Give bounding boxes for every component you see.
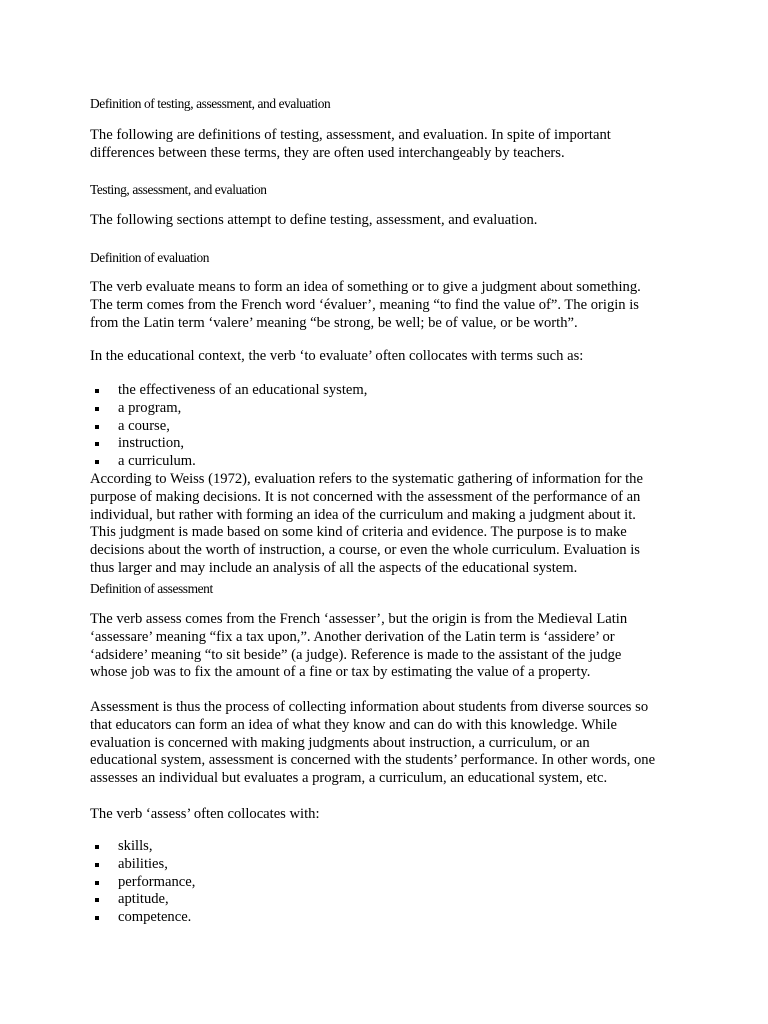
paragraph-line: According to Weiss (1972), evaluation refers to the systematic gathering of information for the	[90, 471, 643, 487]
list-item	[90, 909, 195, 927]
square-bullet-icon	[95, 845, 99, 849]
intro-paragraph	[90, 127, 690, 163]
list-item	[90, 838, 195, 856]
list-item-text: a curriculum.	[118, 453, 196, 470]
section-heading-assessment: Definition of assessment	[90, 581, 213, 596]
paragraph-line: thus larger and may include an analysis of all the aspects of the educational system.	[90, 559, 578, 576]
list-item-text: aptitude,	[118, 891, 169, 908]
list-item-text: instruction,	[118, 435, 185, 452]
section-heading-evaluation: Definition of evaluation	[90, 250, 210, 265]
list-item-text: a course,	[118, 417, 170, 434]
paragraph-line: This judgment is made based on some kind of criteria and evidence. The purpose is to make	[90, 524, 627, 541]
square-bullet-icon	[95, 460, 99, 464]
list-item-text: abilities,	[118, 855, 168, 872]
paragraph-line: Assessment is thus the process of collecting information about students from diverse sources so	[90, 699, 649, 715]
paragraph-line: ‘adsidere’ meaning “to sit beside” (a judge). Reference is made to the assistant of the judge	[90, 646, 622, 663]
square-bullet-icon	[95, 898, 99, 902]
list-item-text: a program,	[118, 399, 182, 416]
paragraph-line: whose job was to fix the amount of a fine or tax by estimating the value of a property.	[90, 664, 591, 681]
evaluation-paragraph-1	[90, 279, 690, 332]
assessment-paragraph-3: The verb ‘assess’ often collocates with:	[90, 806, 320, 822]
assessment-paragraph-2	[90, 699, 690, 788]
paragraph-line: that educators can form an idea of what they know and can do with this knowledge. While	[90, 716, 617, 733]
testing-paragraph: The following sections attempt to define testing, assessment, and evaluation.	[90, 212, 538, 228]
list-item	[90, 382, 367, 400]
square-bullet-icon	[95, 425, 99, 429]
list-item	[90, 418, 367, 436]
paragraph-line: The term comes from the French word ‘évaluer’, meaning “to find the value of”. The origin is	[90, 296, 639, 313]
square-bullet-icon	[95, 407, 99, 411]
list-item-text: competence.	[118, 909, 192, 926]
square-bullet-icon	[95, 863, 99, 867]
list-item	[90, 891, 195, 909]
assessment-paragraph-1	[90, 611, 690, 682]
list-item-text: the effectiveness of an educational system,	[118, 382, 368, 398]
list-item	[90, 435, 367, 453]
square-bullet-icon	[95, 916, 99, 920]
square-bullet-icon	[95, 881, 99, 885]
intro-line: The following are definitions of testing, assessment, and evaluation. In spite of important	[90, 127, 611, 143]
paragraph-line: from the Latin term ‘valere’ meaning “be strong, be well; be of value, or be worth”.	[90, 314, 578, 331]
paragraph-line: individual, but rather with forming an idea of the curriculum and making a judgment about it.	[90, 506, 636, 523]
evaluation-bullet-list	[90, 382, 367, 471]
evaluation-paragraph-3	[90, 471, 690, 578]
paragraph-line: The verb assess comes from the French ‘assesser’, but the origin is from the Medieval Latin	[90, 611, 628, 627]
list-item-text: performance,	[118, 873, 196, 890]
assessment-bullet-list	[90, 838, 195, 927]
paragraph-line: assesses an individual but evaluates a program, a curriculum, an educational system, etc.	[90, 770, 608, 787]
list-item	[90, 874, 195, 892]
list-item-text: skills,	[118, 838, 153, 854]
paragraph-line: decisions about the worth of instruction, a course, or even the whole curriculum. Evaluation is	[90, 542, 640, 559]
document-title: Definition of testing, assessment, and evaluation	[90, 96, 331, 111]
section-heading-testing: Testing, assessment, and evaluation	[90, 182, 267, 197]
paragraph-line: The verb evaluate means to form an idea of something or to give a judgment about something.	[90, 279, 641, 295]
paragraph-line: educational system, assessment is concerned with the students’ performance. In other words, one	[90, 752, 656, 769]
square-bullet-icon	[95, 389, 99, 393]
paragraph-line: purpose of making decisions. It is not concerned with the assessment of the performance of an	[90, 488, 641, 505]
paragraph-line: evaluation is concerned with making judgments about instruction, a curriculum, or an	[90, 734, 590, 751]
square-bullet-icon	[95, 442, 99, 446]
list-item	[90, 856, 195, 874]
intro-line: differences between these terms, they are often used interchangeably by teachers.	[90, 144, 565, 161]
evaluation-paragraph-2: In the educational context, the verb ‘to evaluate’ often collocates with terms such as:	[90, 348, 584, 364]
paragraph-line: ‘assessare’ meaning “fix a tax upon,”. Another derivation of the Latin term is ‘assidere’ or	[90, 628, 615, 645]
list-item	[90, 400, 367, 418]
list-item	[90, 453, 367, 471]
